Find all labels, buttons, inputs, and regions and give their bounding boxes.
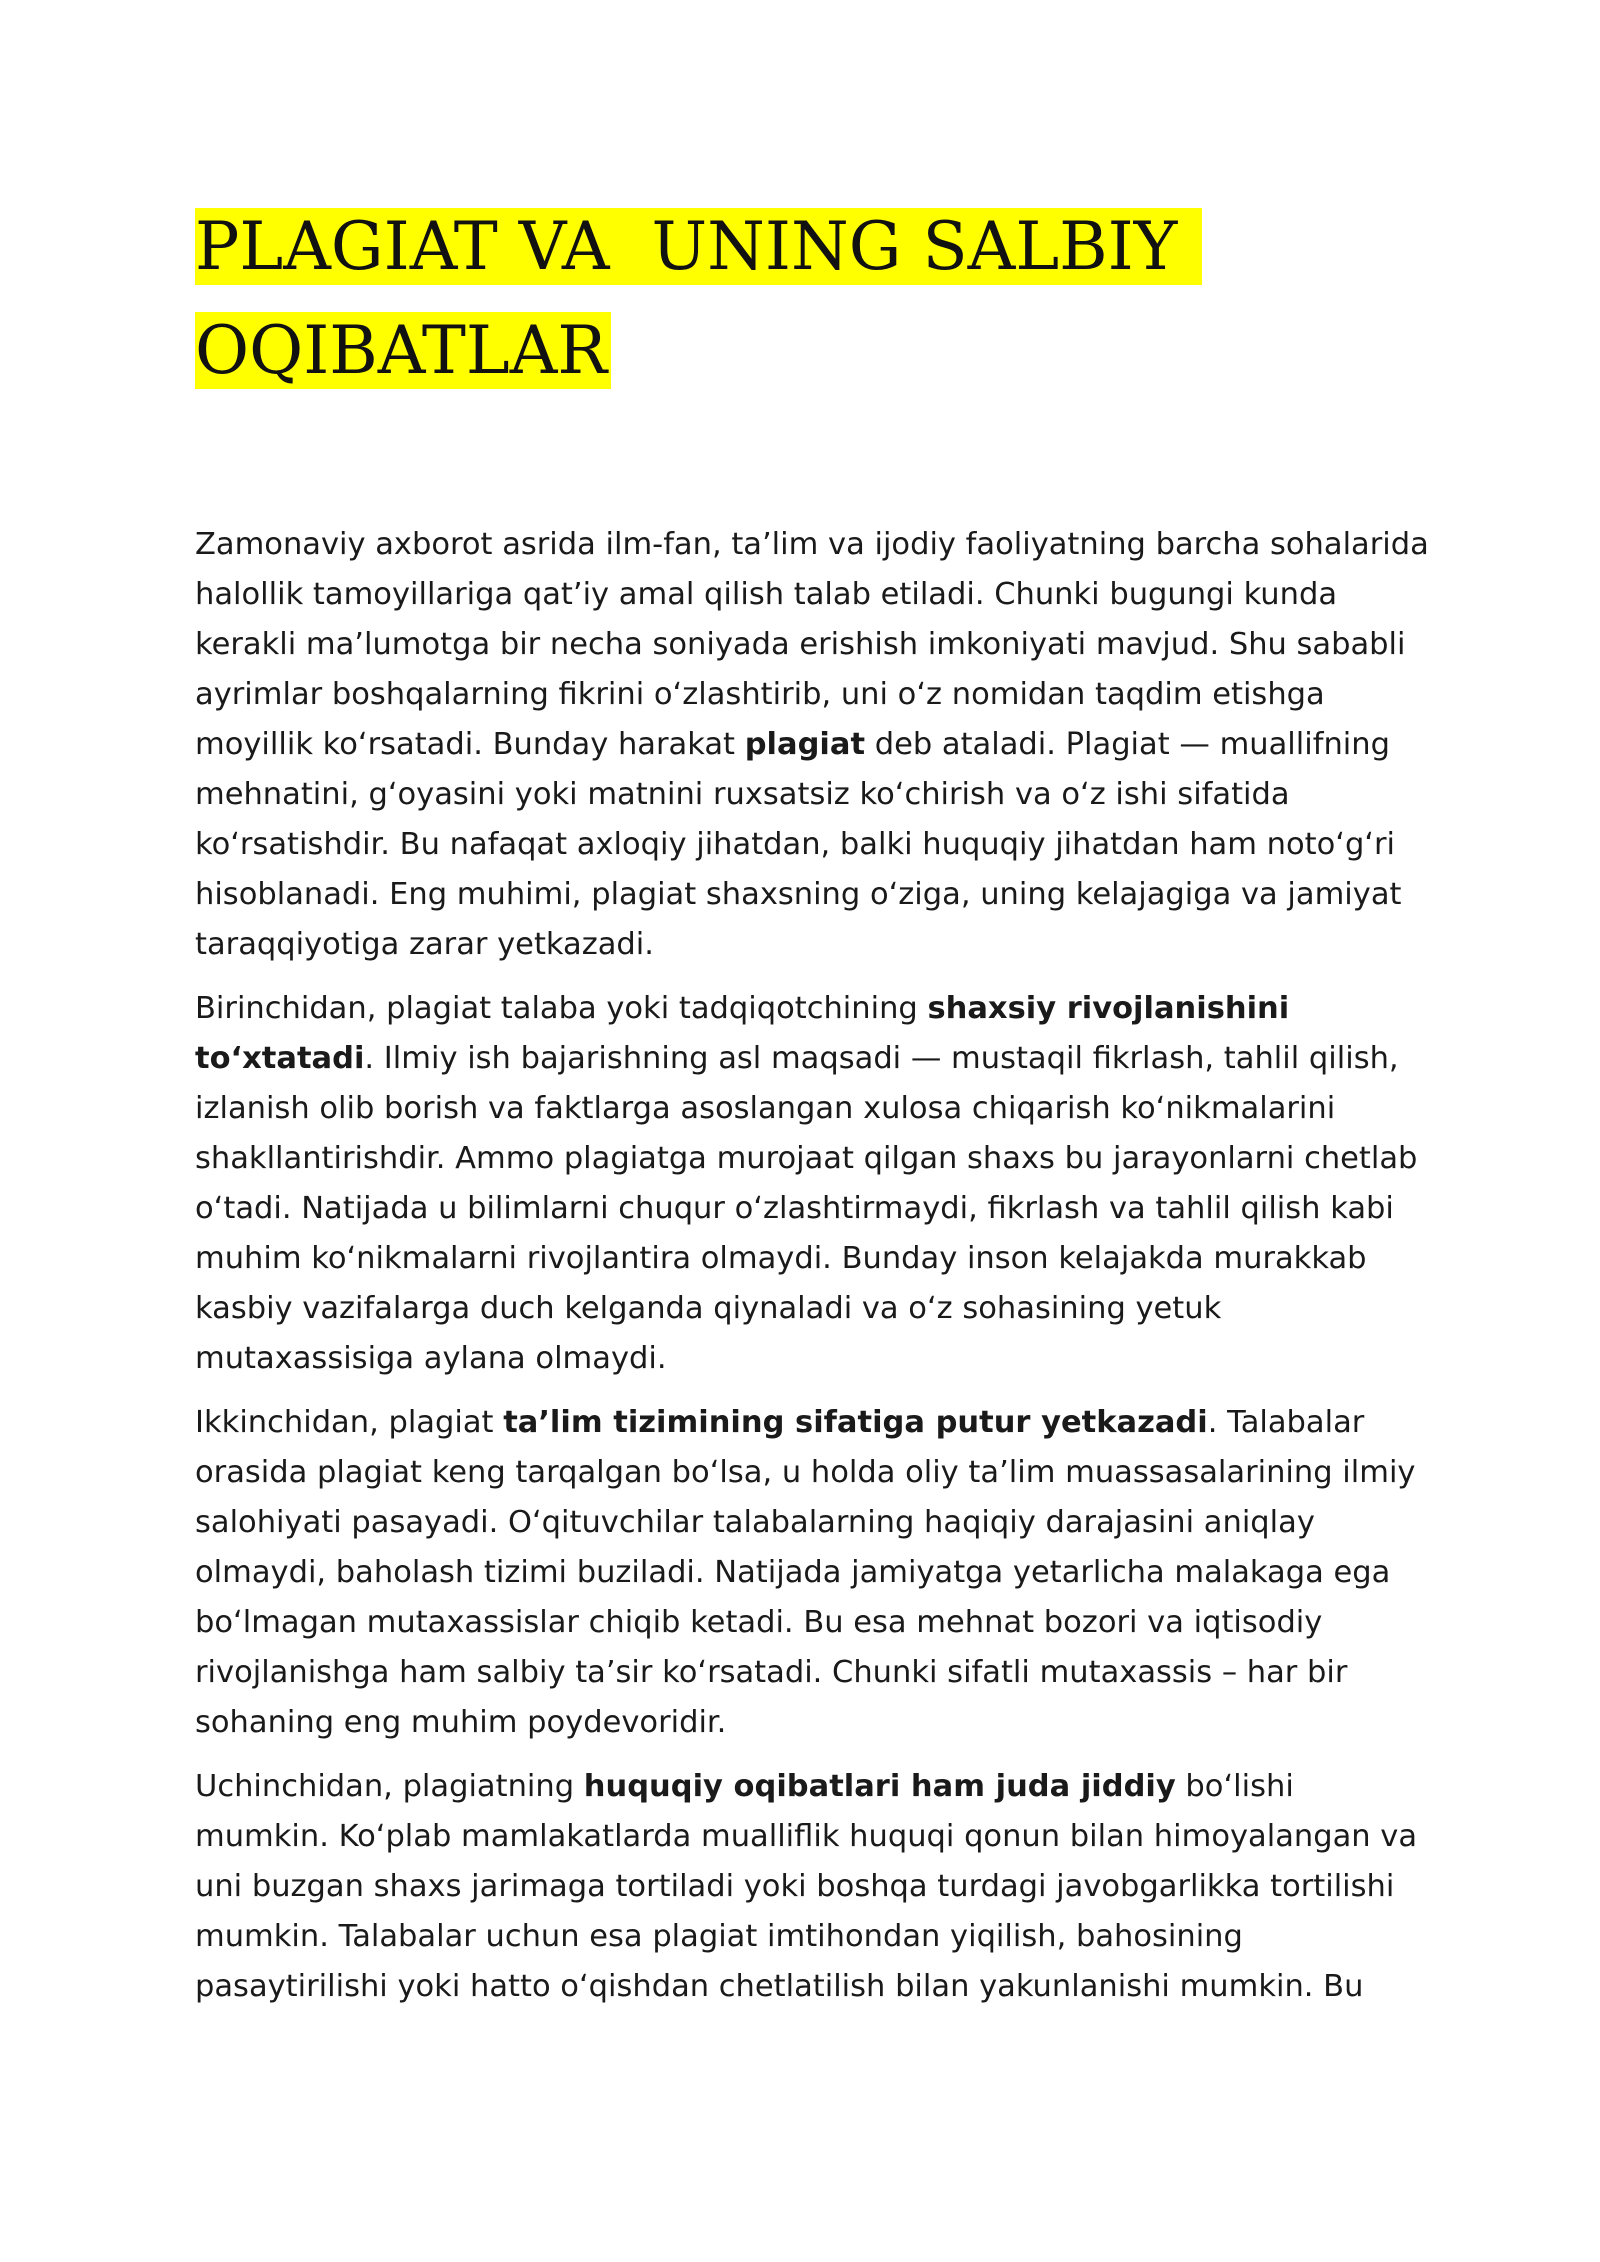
paragraph-text: deb ataladi. Plagiat — muallifning mehnatini, gʻoyasini yoki matnini ruxsatsiz koʻchirish va oʻz ishi sifatida koʻrsatishdir. Bu nafaqat axloqiy jihatdan, balki huquqiy jihatdan ham notoʻgʻri hisoblanadi. Eng muhimi, plagiat shaxsning oʻziga, uning kelajagiga va jamiyat taraqqiyotiga zarar yetkazadi. — [195, 727, 1402, 962]
paragraph-first — [195, 984, 1435, 1384]
paragraph-second — [195, 1398, 1435, 1748]
document-body — [195, 520, 1435, 2026]
document-title — [195, 195, 1295, 403]
bold-term: ta’lim tizimining sifatiga putur yetkazadi — [503, 1405, 1208, 1440]
paragraph-text: Ikkinchidan, plagiat — [195, 1405, 504, 1440]
bold-term: shaxsiy rivojlanishini toʻxtatadi — [195, 991, 1290, 1076]
paragraph-text: boʻlishi mumkin. Koʻplab mamlakatlarda mualliflik huquqi qonun bilan himoyalangan va uni buzgan shaxs jarimaga tortiladi yoki boshqa turdagi javobgarlikka tortilishi mumkin. Talabalar uchun esa plagiat imtihondan yiqilish, bahosining pasaytirilishi yoki hatto oʻqishdan chetlatilish bilan yakunlanishi mumkin. Bu — [195, 1769, 1418, 2004]
paragraph-intro — [195, 520, 1435, 970]
paragraph-text: Zamonaviy axborot asrida ilm-fan, ta’lim va ijodiy faoliyatning barcha sohalarida halollik tamoyillariga qat’iy amal qilish talab etiladi. Chunki bugungi kunda kerakli ma’lumotga bir necha soniyada erishish imkoniyati mavjud. Shu sababli ayrimlar boshqalarning fikrini oʻzlashtirib, uni oʻz nomidan taqdim etishga moyillik koʻrsatadi. Bunday harakat — [195, 527, 1429, 762]
paragraph-text: . Talabalar orasida plagiat keng tarqalgan boʻlsa, u holda oliy ta’lim muassasalarining ilmiy salohiyati pasayadi. Oʻqituvchilar talabalarning haqiqiy darajasini aniqlay olmaydi, baholash tizimi buziladi. Natijada jamiyatga yetarlicha malakaga ega boʻlmagan mutaxassislar chiqib ketadi. Bu esa mehnat bozori va iqtisodiy rivojlanishga ham salbiy ta’sir koʻrsatadi. Chunki sifatli mutaxassis – har bir sohaning eng muhim poydevoridir. — [195, 1405, 1416, 1740]
title-highlight: PLAGIAT VA UNING SALBIY OQIBATLAR — [195, 208, 1202, 389]
paragraph-third — [195, 1762, 1435, 2012]
bold-term: plagiat — [744, 727, 866, 762]
bold-term: huquqiy oqibatlari ham juda jiddiy — [583, 1769, 1176, 1804]
paragraph-text: Birinchidan, plagiat talaba yoki tadqiqotchining — [195, 991, 928, 1026]
paragraph-text: . Ilmiy ish bajarishning asl maqsadi — mustaqil fikrlash, tahlil qilish, izlanish olib borish va faktlarga asoslangan xulosa chiqarish koʻnikmalarini shakllantirishdir. Ammo plagiatga murojaat qilgan shaxs bu jarayonlarni chetlab oʻtadi. Natijada u bilimlarni chuqur oʻzlashtirmaydi, fikrlash va tahlil qilish kabi muhim koʻnikmalarni rivojlantira olmaydi. Bunday inson kelajakda murakkab kasbiy vazifalarga duch kelganda qiynaladi va oʻz sohasining yetuk mutaxassisiga aylana olmaydi. — [195, 1041, 1418, 1376]
paragraph-text: Uchinchidan, plagiatning — [195, 1769, 584, 1804]
